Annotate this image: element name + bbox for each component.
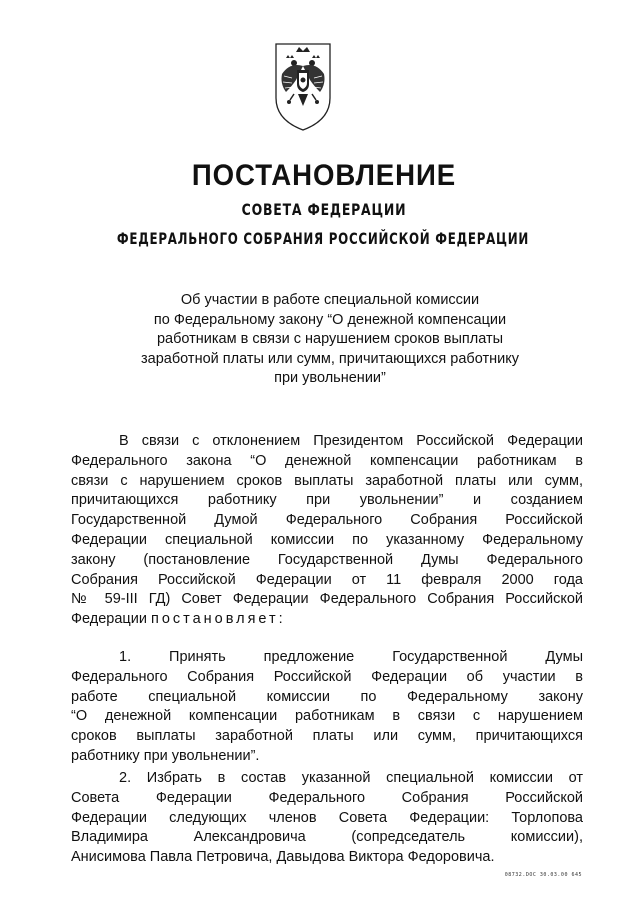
paragraph-line (71, 610, 583, 630)
paragraph-line: В связи с отклонением Президентом Российской Федерации (119, 433, 583, 449)
subject-line: Об участии в работе специальной комиссии (180, 292, 480, 308)
paragraph-line: “О денежной компенсации работникам в связи с нарушением (71, 708, 583, 725)
paragraph-line: Федерального Собрания Российской Федерации об участии в (71, 668, 583, 685)
paragraph-line: сроков выплаты заработной платы или сумм, причитающихся (71, 728, 583, 745)
paragraph-line: закону (постановление Государственной Думы Федерального (71, 551, 583, 568)
document-reference-code: 08732.DOC 30.03.00 645 (504, 872, 582, 878)
paragraph-line: Федерации специальной комиссии по указанному Федеральному (71, 531, 583, 548)
issuer-line-2: ФЕДЕРАЛЬНОГО СОБРАНИЯ РОССИЙСКОЙ ФЕДЕРАЦИИ (116, 229, 530, 248)
resolution-subject (80, 291, 580, 389)
paragraph-line: Владимира Александровича (сопредседатель комиссии), (71, 829, 583, 846)
subject-line: работникам в связи с нарушением сроков выплаты (156, 331, 504, 347)
russian-coat-of-arms-icon (272, 40, 334, 132)
preamble-paragraph (71, 432, 583, 630)
paragraph-line: Собрания Российской Федерации от 11 февраля 2000 года (71, 571, 583, 588)
paragraph-line: Совета Федерации Федерального Собрания Российской (71, 789, 583, 806)
subject-line: при увольнении” (274, 370, 386, 386)
paragraph-line: № 59-III ГД) Совет Федерации Федерального Собрания Российской (71, 591, 583, 608)
subject-line: по Федеральному закону “О денежной компенсации (153, 311, 507, 328)
subject-line: заработной платы или сумм, причитающихся работнику (141, 350, 519, 367)
paragraph-line: Государственной Думой Федерального Собрания Российской (71, 512, 583, 529)
paragraph-line: работе специальной комиссии по Федеральному закону (71, 688, 583, 705)
paragraph-line: причитающихся работнику при увольнении” и созданием (71, 492, 583, 509)
issuer-line-1: СОВЕТА ФЕДЕРАЦИИ (241, 200, 407, 219)
document-title: ПОСТАНОВЛЕНИЕ (191, 159, 457, 192)
resolves-word: постановляет: (150, 611, 286, 628)
last-line-prefix: Федерации (71, 611, 151, 628)
paragraph-line: Федерации следующих членов Совета Федерации: Торлопова (71, 809, 583, 826)
paragraph-line: 1. Принять предложение Государственной Думы (119, 649, 583, 665)
paragraph-line: Федерального закона “О денежной компенсации работникам в (71, 452, 583, 469)
item-1-paragraph (71, 648, 583, 767)
paragraph-line: связи с нарушением сроков выплаты заработной платы или сумм, (71, 472, 583, 489)
paragraph-line: 2. Избрать в состав указанной специальной комиссии от (119, 770, 583, 786)
item-2-paragraph (71, 769, 583, 868)
paragraph-line: Анисимова Павла Петровича, Давыдова Виктора Федоровича. (71, 849, 495, 866)
paragraph-line: работнику при увольнении”. (71, 747, 260, 764)
